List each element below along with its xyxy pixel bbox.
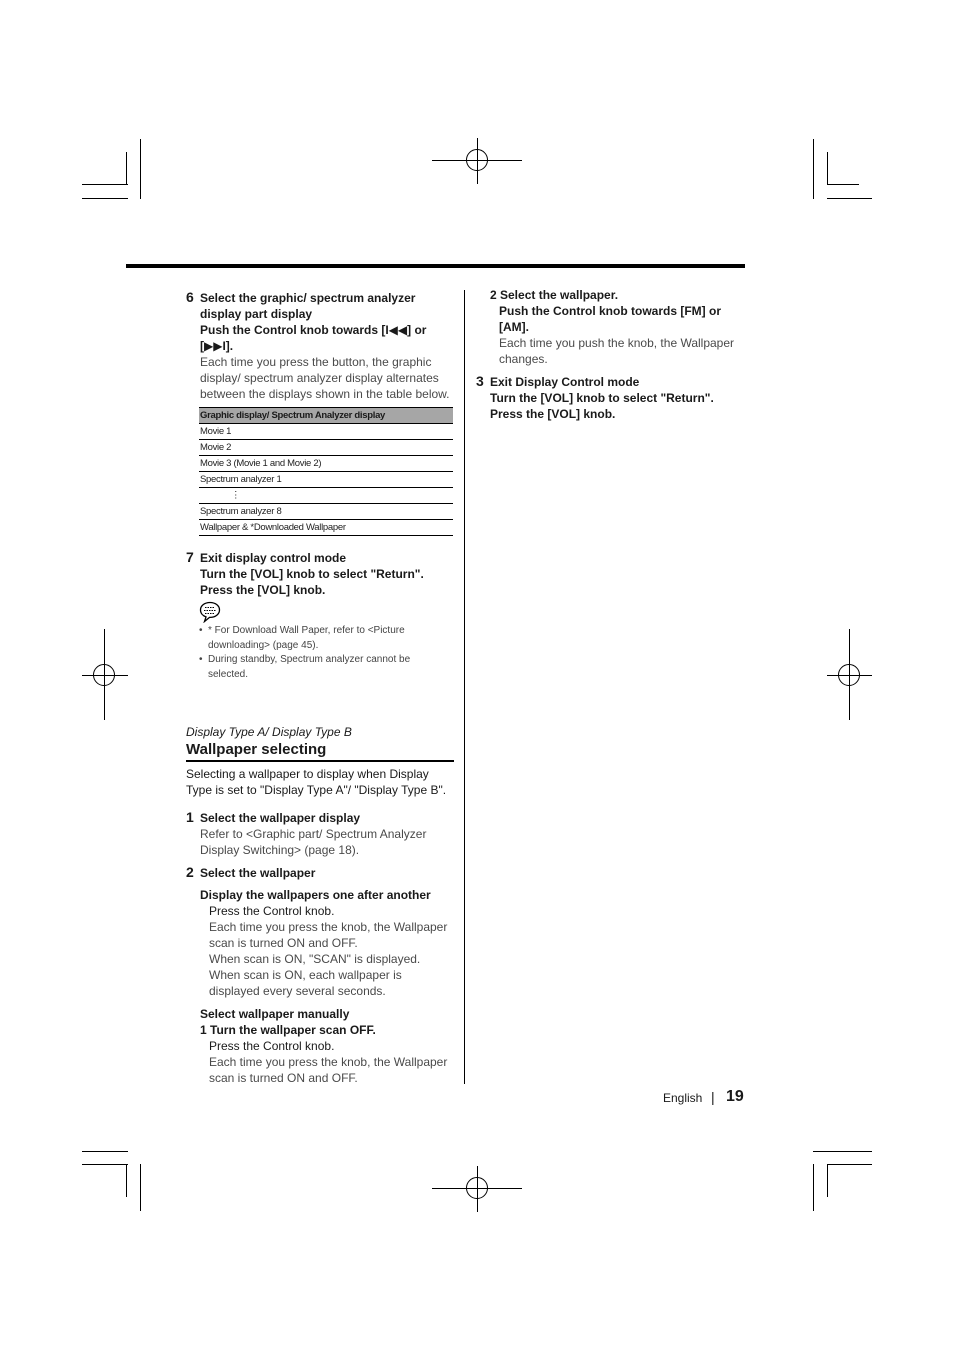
substep-description: When scan is ON, each wallpaper is displayed every several seconds. bbox=[209, 968, 402, 998]
step-number: 1 bbox=[186, 809, 194, 825]
substep-step: 1 Turn the wallpaper scan OFF. bbox=[200, 1023, 376, 1037]
substep-description: Each time you press the knob, the Wallpaper scan is turned ON and OFF. bbox=[209, 920, 448, 950]
list-item: • During standby, Spectrum analyzer cannot be selected. bbox=[199, 652, 439, 682]
page-number: 19 bbox=[726, 1088, 744, 1105]
table-header: Graphic display/ Spectrum Analyzer display bbox=[199, 408, 453, 424]
substep-description: Each time you push the knob, the Wallpaper changes. bbox=[499, 336, 735, 366]
section-intro: Selecting a wallpaper to display when Display Type is set to "Display Type A"/ "Display Type B". bbox=[186, 767, 447, 797]
step-action: Turn the [VOL] knob to select "Return". bbox=[200, 567, 424, 581]
note-text: During standby, Spectrum analyzer cannot be selected. bbox=[208, 654, 411, 680]
step-description: Refer to <Graphic part/ Spectrum Analyzer Display Switching> (page 18). bbox=[200, 827, 427, 857]
table-row: Spectrum analyzer 1 bbox=[199, 472, 453, 488]
section-title: Wallpaper selecting bbox=[186, 741, 327, 758]
step-number: 6 bbox=[186, 289, 194, 305]
substep-action: Push the Control knob towards [FM] or [AM]. bbox=[499, 304, 721, 334]
table-row: Spectrum analyzer 8 bbox=[199, 504, 453, 520]
step-heading: Select the wallpaper display bbox=[200, 811, 361, 825]
footer-language: English bbox=[663, 1091, 703, 1105]
table-row: Movie 1 bbox=[199, 424, 453, 440]
substep-action: Press the Control knob. bbox=[209, 1039, 335, 1053]
table-row: Wallpaper & *Downloaded Wallpaper bbox=[199, 520, 453, 536]
substep-action: Press the Control knob. bbox=[209, 904, 335, 918]
section-subtitle: Display Type A/ Display Type B bbox=[186, 725, 352, 739]
step-action: Turn the [VOL] knob to select "Return". bbox=[490, 391, 714, 405]
substep-step: 2 Select the wallpaper. bbox=[490, 288, 619, 302]
substep-heading: Select wallpaper manually bbox=[200, 1007, 350, 1021]
step-description: Each time you press the button, the graphic display/ spectrum analyzer display alternates between the displays shown in the table below. bbox=[200, 355, 450, 401]
header-rule bbox=[126, 264, 745, 268]
step-heading: Exit display control mode bbox=[200, 551, 347, 565]
wallpaper-manual-step-2 bbox=[490, 287, 740, 367]
step-action: Press the [VOL] knob. bbox=[490, 407, 616, 421]
step-heading: Exit Display Control mode bbox=[490, 375, 640, 389]
step-number: 3 bbox=[476, 373, 484, 389]
note-text: * For Download Wall Paper, refer to <Picture downloading> (page 45). bbox=[208, 625, 405, 651]
display-table bbox=[199, 407, 453, 536]
step-number: 2 bbox=[186, 864, 194, 880]
section-rule bbox=[186, 760, 454, 762]
step-heading: Select the graphic/ spectrum analyzer display part display bbox=[200, 291, 416, 321]
step-action: Push the Control knob towards [I◀◀] or [▶▶I]. bbox=[200, 323, 427, 353]
footer-separator: | bbox=[711, 1089, 715, 1105]
step-number: 7 bbox=[186, 549, 194, 565]
table-row: Movie 2 bbox=[199, 440, 453, 456]
substep-description: When scan is ON, "SCAN" is displayed. bbox=[209, 952, 421, 966]
step-action: Press the [VOL] knob. bbox=[200, 583, 326, 597]
table-row: ⋮ bbox=[199, 488, 453, 504]
list-item: • * For Download Wall Paper, refer to <Picture downloading> (page 45). bbox=[199, 623, 439, 653]
table-row: Movie 3 (Movie 1 and Movie 2) bbox=[199, 456, 453, 472]
step-heading: Select the wallpaper bbox=[200, 866, 316, 880]
column-divider bbox=[464, 290, 465, 1084]
substep-description: Each time you press the knob, the Wallpaper scan is turned ON and OFF. bbox=[209, 1055, 448, 1085]
substep-heading: Display the wallpapers one after another bbox=[200, 888, 431, 902]
